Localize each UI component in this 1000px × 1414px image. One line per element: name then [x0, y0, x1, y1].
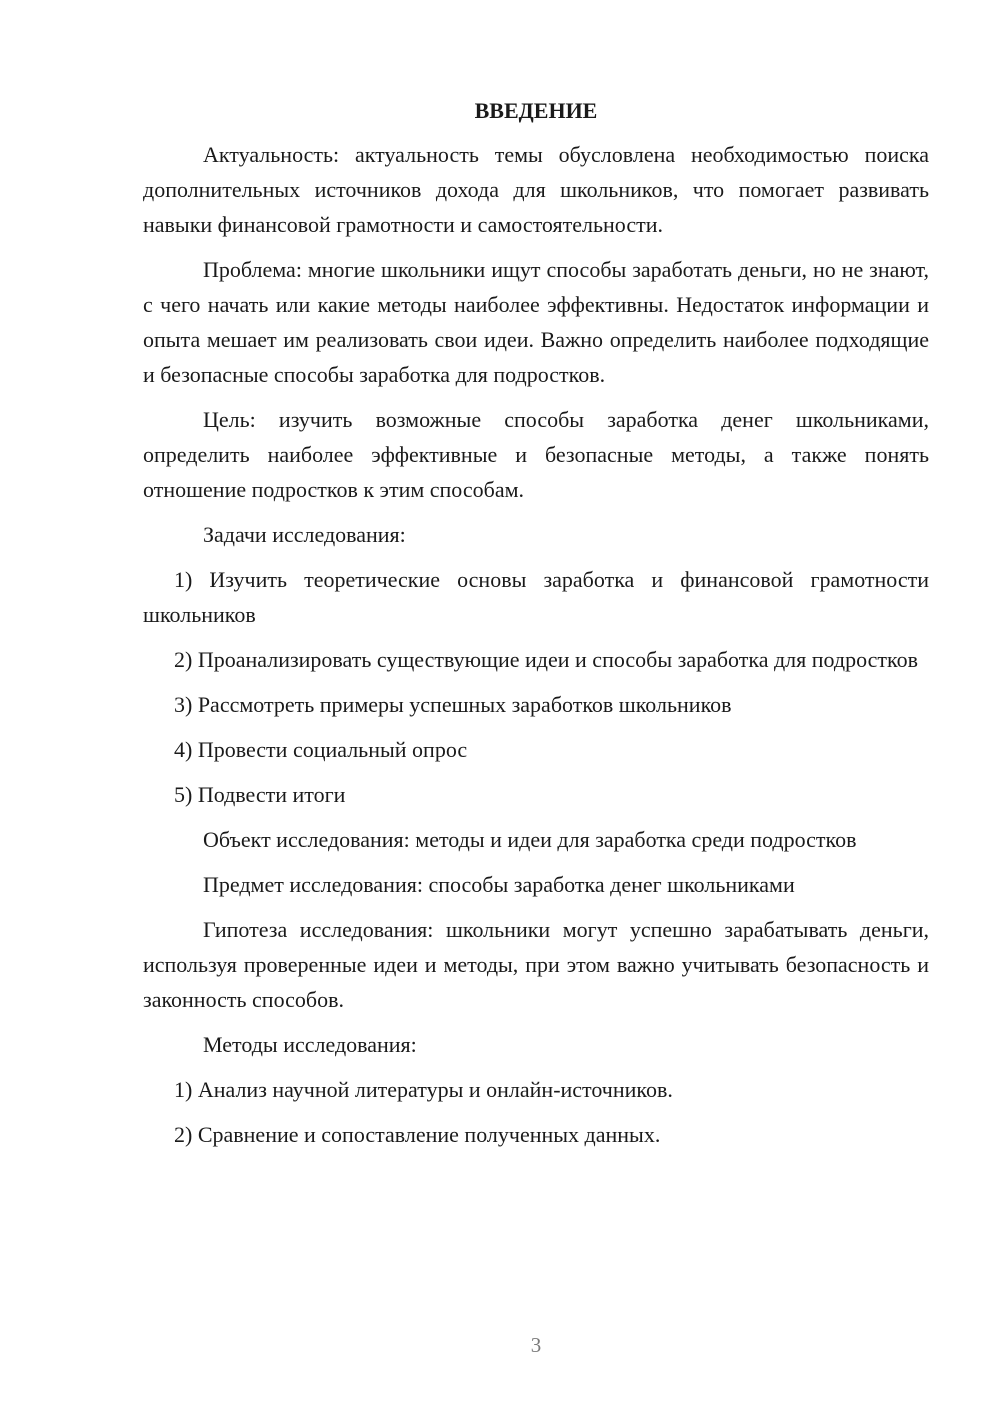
relevance-paragraph: Актуальность: актуальность темы обусловлена необходимостью поиска дополнительных источников дохода для школьников, что помогает развивать навыки финансовой грамотности и самостоятельности.: [143, 142, 929, 237]
tasks-heading: Задачи исследования:: [203, 522, 406, 547]
section-title: ВВЕДЕНИЕ: [474, 98, 598, 123]
task-item-4: 4) Провести социальный опрос: [174, 737, 468, 762]
problem-paragraph: Проблема: многие школьники ищут способы заработать деньги, но не знают, с чего начать или какие методы наиболее эффективны. Недостаток информации и опыта мешает им реализовать свои идеи. Важно определить наиболее подходящие и безопасные способы заработка для подростков.: [143, 257, 929, 387]
research-object-paragraph: Объект исследования: методы и идеи для заработка среди подростков: [203, 827, 857, 852]
page-number: 3: [530, 1333, 542, 1357]
method-item-1: 1) Анализ научной литературы и онлайн-источников.: [174, 1077, 673, 1102]
research-subject-paragraph: Предмет исследования: способы заработка денег школьниками: [203, 872, 795, 897]
research-hypothesis-paragraph: Гипотеза исследования: школьники могут успешно зарабатывать деньги, используя проверенные идеи и методы, при этом важно учитывать безопасность и законность способов.: [143, 917, 929, 1012]
task-item-3: 3) Рассмотреть примеры успешных заработков школьников: [174, 692, 732, 717]
task-item-1: 1) Изучить теоретические основы заработка и финансовой грамотности школьников: [143, 567, 929, 627]
method-item-2: 2) Сравнение и сопоставление полученных данных.: [174, 1122, 661, 1147]
task-item-2: 2) Проанализировать существующие идеи и способы заработка для подростков: [174, 647, 918, 672]
page-content: [143, 95, 929, 1162]
goal-paragraph: Цель: изучить возможные способы заработка денег школьниками, определить наиболее эффективные и безопасные методы, а также понять отношение подростков к этим способам.: [143, 407, 929, 502]
task-item-5: 5) Подвести итоги: [174, 782, 346, 807]
methods-heading: Методы исследования:: [203, 1032, 417, 1057]
